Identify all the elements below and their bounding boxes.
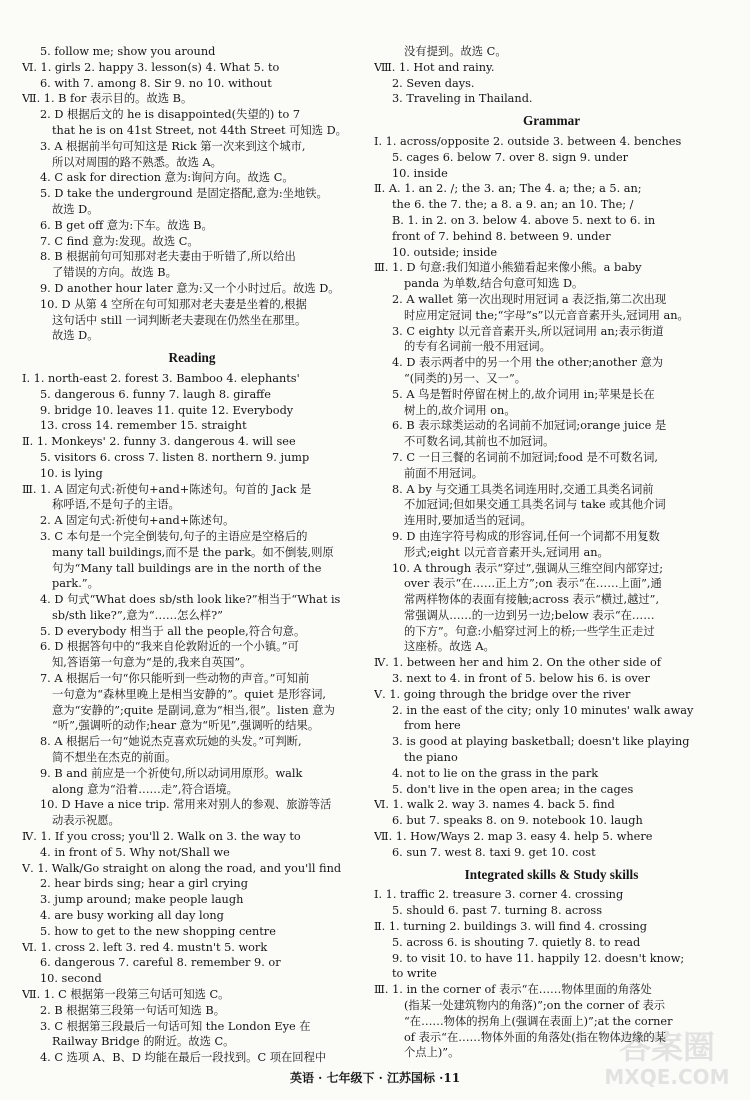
page-footer: 英语 · 七年级下 · 江苏国标 ·11 [289,1071,461,1085]
answer-line: Ⅳ. 1. If you cross; you'll 2. Walk on 3. the way to [22,830,301,844]
answer-line: 5. should 6. past 7. turning 8. across [392,904,603,918]
answer-line: 3. jump around; make people laugh [40,893,244,907]
answer-line: 4. D 句式“What does sb/sth look like?”相当于“What is [40,593,341,607]
answer-line: Railway Bridge 的附近。故选 C。 [52,1035,235,1049]
answer-line: the 6. the 7. the; a 8. a 9. an; an 10. The; / [392,198,634,212]
answer-line: 意为“安静的”;quite 是副词,意为“相当,很”。listen 意为 [52,703,335,717]
answer-line: 2. Seven days. [392,76,475,90]
answer-line: 这句话中 still 一词判断老夫妻现在仍然坐在那里。 [52,313,307,327]
answer-line: 形式;eight 以元音音素开头,冠词用 an。 [404,545,609,559]
answer-line: 9. B and 前应是一个祈使句,所以动词用原形。walk [40,766,303,780]
answer-line: 9. D another hour later 意为:又一个小时过后。故选 D。 [40,281,340,295]
answer-line: 5. dangerous 6. funny 7. laugh 8. giraffe [40,387,271,401]
answer-line: 6. but 7. speaks 8. on 9. notebook 10. laugh [392,814,643,828]
answer-line: Ⅴ. 1. going through the bridge over the river [374,687,631,701]
answer-line: 7. C find 意为:发现。故选 C。 [40,234,199,248]
answer-line: front of 7. behind 8. between 9. under [392,229,611,243]
answer-line: 树上的,故介词用 on。 [404,403,516,417]
answer-line: Ⅰ. 1. traffic 2. treasure 3. corner 4. crossing [374,888,624,902]
watermark-logo [592,1022,742,1092]
answer-line: 3. next to 4. in front of 5. below his 6. is over [392,672,650,686]
answer-line: 8. A by 与交通工具类名词连用时,交通工具类名词前 [392,482,654,496]
answer-line: 常强调从……的一边到另一边;below 表示“在…… [404,608,655,622]
section-heading: Integrated skills & Study skills [464,866,639,882]
answer-line: Ⅱ. 1. turning 2. buildings 3. will find 4. crossing [374,920,647,934]
answer-line: 知,答语第一句意为“是的,我来自英国”。 [52,656,252,670]
answer-line: Ⅵ. 1. cross 2. left 3. red 4. mustn't 5. work [22,940,268,954]
answer-line: 故选 D。 [52,329,99,343]
answer-line: 一句意为“森林里晚上是相当安静的”。quiet 是形容词, [52,687,327,701]
watermark-line1: 答案圈 [618,1028,716,1066]
answer-line: 3. A 根据前半句可知这是 Rick 第一次来到这个城市, [40,139,306,153]
answer-line: 所以对周围的路不熟悉。故选 A。 [52,155,222,169]
answer-line: 简不想坐在杰克的前面。 [52,751,177,765]
answer-line: 4. not to lie on the grass in the park [392,766,599,780]
answer-line: 5. A 鸟是暂时停留在树上的,故介词用 in;苹果是长在 [392,387,655,401]
answer-line: 5. don't live in the open area; in the cages [392,782,634,796]
answer-line: 9. bridge 10. leaves 11. quite 12. Everybody [40,403,294,417]
answer-line: 2. in the east of the city; only 10 minutes' walk away [392,703,694,717]
answer-line: Ⅶ. 1. C 根据第一段第三句话可知选 C。 [22,988,230,1002]
answer-line: 5. across 6. is shouting 7. quietly 8. to read [392,935,641,949]
answer-line: 2. B 根据第三段第一句话可知选 B。 [40,1003,226,1017]
answer-line: 7. C 一日三餐的名词前不加冠词;food 是不可数名词, [392,450,658,464]
answer-line: Ⅰ. 1. across/opposite 2. outside 3. between 4. benches [374,134,682,148]
answer-line: Ⅶ. 1. How/Ways 2. map 3. easy 4. help 5. where [374,830,653,844]
answer-line: 称呼语,不是句子的主语。 [52,498,180,512]
answer-line: 4. are busy working all day long [40,909,224,923]
answer-line: 不加冠词;但如果交通工具类名词与 take 或其他介词 [404,498,666,512]
answer-line: 故选 D。 [52,202,99,216]
answer-line: “在……物体的拐角上(强调在表面上)”;at the corner [404,1014,673,1028]
answer-line: 2. A 固定句式:祈使句+and+陈述句。 [40,514,235,528]
answer-line: 5. D take the underground 是固定搭配,意为:坐地铁。 [40,187,328,201]
answer-line: Ⅲ. 1. A 固定句式:祈使句+and+陈述句。句首的 Jack 是 [22,482,312,496]
answer-line: 10. D Have a nice trip. 常用来对别人的参观、旅游等活 [40,798,332,812]
answer-line: Ⅷ. 1. Hot and rainy. [374,60,495,74]
answer-line: Ⅵ. 1. walk 2. way 3. names 4. back 5. find [374,798,615,812]
answer-line: 了错误的方向。故选 B。 [52,266,177,280]
answer-line: B. 1. in 2. on 3. below 4. above 5. next to 6. in [392,213,656,227]
answer-line: 8. B 根据前句可知那对老夫妻由于听错了,所以给出 [40,250,296,264]
answer-line: Ⅲ. 1. in the corner of 表示“在……物体里面的角落处 [374,983,652,997]
answer-line: 6. B get off 意为:下车。故选 B。 [40,218,213,232]
answer-line: Ⅱ. A. 1. an 2. /; the 3. an; The 4. a; the; a 5. an; [374,182,642,196]
right-column [374,44,729,1061]
answer-line: 6. sun 7. west 8. taxi 9. get 10. cost [392,845,596,859]
answer-line: sb/sth like?”,意为“……怎么样?” [52,608,223,622]
answer-line: “听”,强调听的动作;hear 意为“听见”,强调听的结果。 [52,719,320,733]
answer-line: 连用时,要加适当的冠词。 [404,514,532,528]
answer-line: 3. C 根据第三段最后一句话可知 the London Eye 在 [40,1019,311,1033]
answer-line: 的下方”。句意:小船穿过河上的桥;一些学生正走过 [404,624,655,638]
answer-line: 6. B 表示球类运动的名词前不加冠词;orange juice 是 [392,419,667,433]
answer-line: 8. A 根据后一句“她说杰克喜欢玩她的头发。”可判断, [40,735,302,749]
section-heading: Reading [168,350,216,366]
answer-line: 4. D 表示两者中的另一个用 the other;another 意为 [392,356,664,370]
answer-line: 10. outside; inside [392,245,498,259]
watermark-line2: MXQE.COM [604,1065,730,1089]
answer-line: 3. is good at playing basketball; doesn't like playing [392,735,690,749]
answer-line: 5. D everybody 相当于 all the people,符合句意。 [40,624,306,638]
answer-line: 10. second [40,972,102,986]
answer-line: Ⅲ. 1. D 句意:我们知道小熊猫看起来像小熊。a baby [374,261,642,275]
answer-line: 5. visitors 6. cross 7. listen 8. northern 9. jump [40,450,310,464]
left-column [22,44,362,1066]
answer-line: of 表示“在……物体外面的角落处(指在物体边缘的某 [404,1030,666,1044]
answer-line: 不可数名词,其前也不加冠词。 [404,435,555,449]
answer-line: the piano [404,751,458,765]
answer-line: 13. cross 14. remember 15. straight [40,419,247,433]
answer-line: 6. with 7. among 8. Sir 9. no 10. without [40,76,272,90]
answer-line: to write [392,967,437,981]
answer-line: 3. C 本句是一个完全倒装句,句子的主语应是空格后的 [40,529,308,543]
answer-line: 2. hear birds sing; hear a girl crying [40,877,248,891]
answer-line: 4. C ask for direction 意为:询问方向。故选 C。 [40,171,294,185]
answer-line: 没有提到。故选 C。 [404,45,507,58]
answer-line: 9. D 由连字符号构成的形容词,任何一个词都不用复数 [392,529,660,543]
answer-line: panda 为单数,结合句意可知选 D。 [404,277,584,291]
answer-line: from here [404,719,461,733]
answer-line: that he is on 41st Street, not 44th Street 可知选 D。 [52,123,347,137]
answer-line: 4. C 选项 A、B、D 均能在最后一段找到。C 项在回程中 [40,1051,327,1065]
answer-line: Ⅱ. 1. Monkeys' 2. funny 3. dangerous 4. will see [22,435,296,449]
answer-line: 句为“Many tall buildings are in the north of the [52,561,322,575]
answer-line: 3. Traveling in Thailand. [392,92,533,106]
answer-line: Ⅵ. 1. girls 2. happy 3. lesson(s) 4. What 5. to [22,60,280,74]
answer-line: 3. C eighty 以元音音素开头,所以冠词用 an;表示街道 [392,324,664,338]
answer-line: Ⅶ. 1. B for 表示目的。故选 B。 [22,92,193,106]
answer-line: “(同类的)另一、又一”。 [404,371,527,385]
answer-line: 6. D 根据答句中的“我来自伦敦附近的一个小镇。”可 [40,640,299,654]
answer-line: 9. to visit 10. to have 11. happily 12. doesn't know; [392,951,685,965]
answer-line: 5. cages 6. below 7. over 8. sign 9. under [392,150,629,164]
answer-line: 的专有名词前一般不用冠词。 [404,340,551,354]
answer-line: 前面不用冠词。 [404,466,484,480]
answer-line: Ⅰ. 1. north-east 2. forest 3. Bamboo 4. elephants' [22,371,300,385]
answer-line: along 意为“沿着……走”,符合语境。 [52,782,238,796]
answer-line: (指某一处建筑物内的角落)”;on the corner of 表示 [404,999,666,1013]
answer-line: 6. dangerous 7. careful 8. remember 9. or [40,956,281,970]
answer-line: 动表示祝愿。 [52,814,120,828]
answer-line: Ⅴ. 1. Walk/Go straight on along the road, and you'll find [22,861,342,875]
section-heading: Grammar [522,113,581,129]
answer-line: 常两样物体的表面有接触;across 表示“横过,越过”, [404,593,660,607]
answer-line: 10. inside [392,166,448,180]
answer-line: many tall buildings,而不是 the park。如不倒装,则原 [52,545,334,559]
answer-line: 10. A through 表示“穿过”,强调从三维空间内部穿过; [392,561,664,575]
answer-line: 10. D 从第 4 空所在句可知那对老夫妻是坐着的,根据 [40,297,307,311]
answer-line: park.”。 [52,577,99,591]
answer-line: 2. D 根据后文的 he is disappointed(失望的) to 7 [40,108,301,122]
answer-line: 4. in front of 5. Why not/Shall we [40,845,230,859]
answer-line: 个点上)”。 [404,1046,460,1060]
answer-line: Ⅳ. 1. between her and him 2. On the other side of [374,656,661,670]
answer-line: 这座桥。故选 A。 [404,640,495,654]
answer-line: 5. how to get to the new shopping centre [40,924,276,938]
answer-line: 10. is lying [40,466,103,480]
answer-line: 7. A 根据后一句“你只能听到一些动物的声音。”可知前 [40,672,310,686]
answer-line: 2. A wallet 第一次出现时用冠词 a 表泛指,第二次出现 [392,292,667,306]
answer-line: 时应用定冠词 the;“字母”s”以元音音素开头,冠词用 an。 [404,308,689,322]
answer-line: over 表示“在……正上方”;on 表示“在……上面”,通 [404,577,662,591]
answer-line: 5. follow me; show you around [40,45,216,58]
